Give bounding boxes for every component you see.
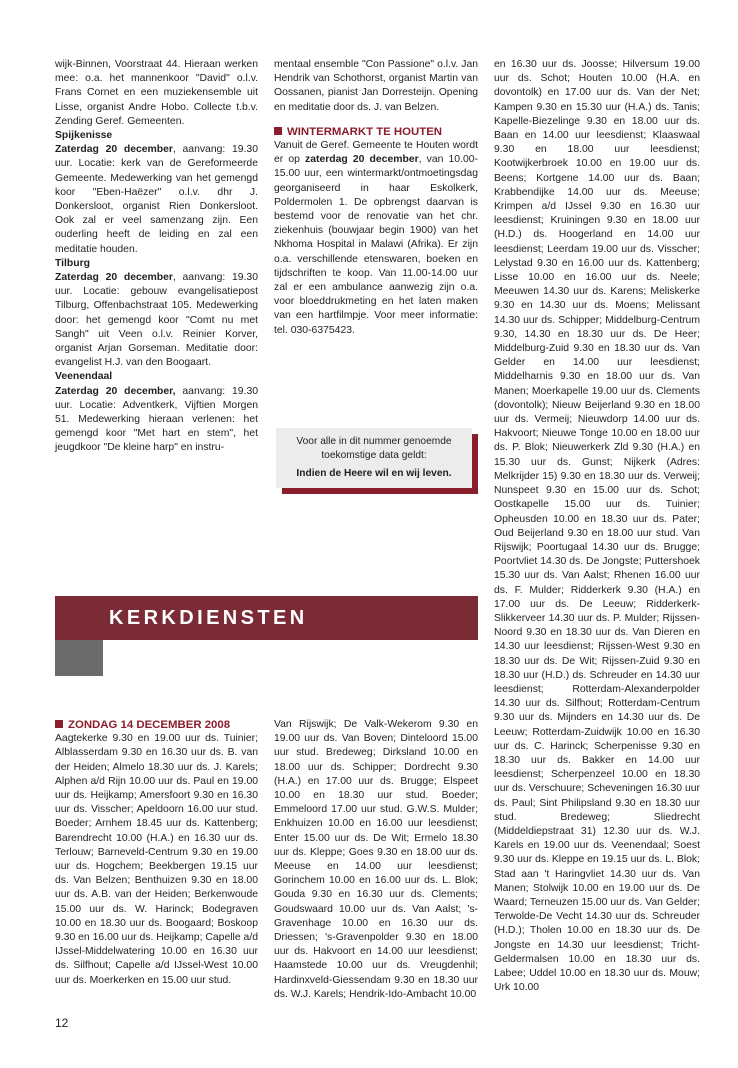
page-number: 12 <box>55 1016 69 1030</box>
event-place: Veenendaal <box>55 371 113 383</box>
wintermarkt-paragraph <box>274 139 478 338</box>
square-bullet-icon <box>55 720 63 728</box>
intro-paragraph: wijk-Binnen, Voorstraat 44. Hieraan werken mee: o.a. het mannenkoor "David" o.l.v. Frans Cornet en een muziekensemble uit Lisse, organist Andre Hobo. Collecte t.b.v. Zending Geref. Gemeenten. <box>55 59 258 127</box>
banner-gray-square <box>55 640 103 676</box>
event-place: Tilburg <box>55 257 91 269</box>
sunday-heading <box>55 718 258 732</box>
services-list-1: Aagtekerke 9.30 en 19.00 uur ds. Tuinier; Alblasserdam 9.30 en 16.30 uur ds. B. van der Heiden; Almelo 18.30 uur ds. J. Karels; Alphen a/d Rijn 10.00 uur ds. Paul en 19.00 uur ds. Heijkamp; Amersfoort 9.30 en 16.30 uur ds. Visscher; Apeldoorn 16.00 uur stud. Boeder; Arnhem 18.45 uur ds. Kattenberg; Barendrecht 10.00 (H.A.) en 16.30 uur ds. Terlouw; Barneveld-Centrum 9.30 en 19.00 uur ds. Hogchem; Beekbergen 19.15 uur ds. Van Belzen; Benthuizen 9.30 en 18.00 uur ds. A.B. van der Heiden; Berkenwoude 15.00 uur ds. W. Harinck; Bodegraven 10.00 en 18.30 uur ds. Boogaard; Boskoop 9.30 en 16.00 uur ds. Heijkamp; Capelle a/d IJssel-Middelwatering 10.00 en 16.30 uur ds. Silfhout; Capelle a/d IJssel-West 10.00 uur ds. Moerkerken en 15.00 uur stud. <box>55 733 258 986</box>
column-2 <box>274 58 478 338</box>
box-shadow-bottom <box>282 488 478 494</box>
event-tilburg <box>55 257 258 371</box>
notice-line-2: Indien de Heere wil en wij leven. <box>296 468 452 479</box>
column-1 <box>55 58 258 456</box>
event-text: , aanvang: 19.30 uur. Locatie: gebouw evangelisatiepost Tilburg, Offenbachstraat 105. Medewerking door: het gemengd koor "Comt nu met Sangh" uit Veen o.l.v. Reinier Korver, organist Arjan Gorseman. Meditatie door: evangelist H.J. van den Boogaart. <box>55 272 258 369</box>
event-date: Zaterdag 20 december <box>55 272 173 284</box>
wintermarkt-pre: Vanuit de Geref. Gemeente te Houten wordt er op <box>274 140 478 166</box>
section-title: KERKDIENSTEN <box>109 607 308 629</box>
event-date: Zaterdag 20 december <box>55 144 173 156</box>
notice-box <box>276 428 472 488</box>
event-date: Zaterdag 20 december, <box>55 385 176 397</box>
notice-line-1: Voor alle in dit nummer genoemde toekomstige data geldt: <box>296 436 452 461</box>
services-continued-2: en 16.30 uur ds. Joosse; Hilversum 19.00 uur ds. Schot; Houten 10.00 (H.A. en dovontolk) en 17.00 uur ds. Van der Net; Kampen 9.30 en 15.30 uur (H.A.) ds. Tanis; Kapelle-Biezelinge 9.30 en 18.00 uur ds. Baan en 14.00 uur leesdienst; Klaaswaal 9.30 en 18.00 uur leesdienst; Kootwijkerbroek 10.00 en 19.00 uur ds. Beens; Kortgene 14.00 uur ds. Baan; Krabbendijke 14.00 uur ds. Meeuse; Krimpen a/d IJssel 9.30 en 16.30 uur leesdienst; Kruiningen 9.30 en 18.00 uur (H.D.) ds. Hoogerland en 14.00 uur leesdienst; Leerdam 19.00 uur ds. Visscher; Lelystad 9.30 en 16.00 uur ds. Kattenberg; Lisse 10.00 en 16.00 uur ds. Neele; Meeuwen 14.30 uur ds. Karens; Meliskerke 9.30 en 14.30 uur ds. Moens; Melissant 14.30 uur ds. Schipper; Middelburg-Centrum 9.30, 14.30 en 18.30 uur ds. De Heer; Middelburg-Zuid 9.30 en 18.30 uur ds. Van Gelder en 14.00 uur leesdienst; Middelharnis 9.30 en 18.00 uur ds. Van Manen; Moerkapelle 19.00 uur ds. Clements (dovontolk); Nieuw Beijerland 9.30 en 18.00 uur ds. Vermeij; Nieuwdorp 14.00 uur ds. Hakvoort; Nieuwe Tonge 10.00 en 18.00 uur ds. P. Blok; Nieuwerkerk Zld 9.30 (H.A.) en 15.30 uur ds. Gunst; Nijkerk (Adres: Melkrijder 15) 9.30 en 18.30 uur ds. Verweij; Nunspeet 9.30 en 15.00 uur ds. Schot; Oostkapelle 15.00 uur ds. Tuinier; Opheusden 10.00 en 18.30 uur ds. Pater; Oud Beijerland 9.30 en 18.00 uur stud. Van Rijswijk; Poortugaal 14.30 uur ds. Brugge; Poortvliet 14.30 ds. De Jongste; Puttershoek 15.30 uur ds. Van Aalst; Rhenen 16.00 uur ds. F. Mulder; Ridderkerk 9.30 (H.A.) en 17.00 uur ds. De Leeuw; Ridderkerk-Slikkerveer 14.30 uur ds. P. Mulder; Rijssen-Noord 9.30 en 18.30 uur ds. Van Dieren en 14.30 uur leesdienst; Rijssen-West 9.30 en 18.30 uur ds. De Wit; Rijssen-Zuid 9.30 en 18.30 uur (H.D.) ds. Schreuder en 14.30 uur leesdienst; Rotterdam-Alexanderpolder 14.30 uur ds. Silfhout; Rotterdam-Centrum 9.30 uur ds. Mijnders en 14.30 uur ds. De Leeuw; Rotterdam-Zuidwijk 10.00 en 16.30 uur ds. C. Harinck; Scherpenisse 9.30 en 18.30 uur ds. Bakker en 14.00 uur leesdienst; Scherpenzeel 10.00 en 18.30 uur ds. Verschuure; Scheveningen 16.30 uur ds. Paul; Sint Philipsland 9.30 en 18.30 uur stud. Bredeweg; Sliedrecht (Middeldiepstraat 31) 12.30 uur ds. W.J. Karels en 19.00 uur ds. Veenendaal; Soest 9.30 uur ds. Kleppe en 19.15 uur ds. L. Blok; Stad aan 't Haringvliet 14.30 uur ds. Van Manen; Stolwijk 10.00 en 19.00 uur ds. De Waard; Terneuzen 15.00 uur ds. Van Gelder; Terwolde-De Vecht 14.30 uur ds. Schreuder (H.D.); Tholen 10.00 en 18.30 uur ds. De Jongste en 14.30 uur leesdienst; Tricht-Geldermalsen 10.00 en 18.30 uur ds. Labee; Uddel 10.00 en 18.30 uur ds. Mouw; Urk 10.00 <box>494 59 700 994</box>
square-bullet-icon <box>274 127 282 135</box>
sunday-heading-text: ZONDAG 14 DECEMBER 2008 <box>68 719 231 731</box>
event-text: , aanvang: 19.30 uur. Locatie: kerk van de Gereformeerde Gemeente. Medewerking van het gemengd koor "Eben-Haëzer" o.l.v. dhr J. Donkersloot, organist Rien Donkersloot. Ook zal er veel samenzang zijn. Een ouderling heeft de leiding en zal een meditatie houden. <box>55 144 258 255</box>
event-veenendaal <box>55 370 258 455</box>
box-shadow-right <box>472 434 478 494</box>
wintermarkt-heading <box>274 125 478 139</box>
event-spijkenisse <box>55 129 258 257</box>
wintermarkt-heading-text: WINTERMARKT TE HOUTEN <box>287 125 443 138</box>
column-3 <box>494 58 700 995</box>
wintermarkt-date: zaterdag 20 december <box>305 154 419 166</box>
services-list-2: Van Rijswijk; De Valk-Wekerom 9.30 en 19.00 uur ds. Van Boven; Dinteloord 15.00 uur stud. Bredeweg; Dirksland 10.00 en 18.00 uur ds. Schipper; Dordrecht 9.30 (H.A.) en 17.00 uur ds. Brugge; Elspeet 10.00 en 18.30 uur stud. Boeder; Emmeloord 17.00 uur stud. G.W.S. Mulder; Enkhuizen 10.00 en 16.00 uur leesdienst; Enter 15.00 uur ds. De Wit; Ermelo 18.30 uur ds. Kleppe; Goes 9.30 en 18.00 uur ds. Meeuse en 14.00 uur leesdienst; Gorinchem 10.00 en 16.00 uur ds. L. Blok; Gouda 9.30 en 16.30 uur ds. Clements; Goudswaard 10.00 uur ds. Van Aalst; 's-Gravenhage 10.00 en 16.30 uur ds. Driessen; 's-Gravenpolder 9.30 en 18.00 uur ds. Hakvoort en 14.00 uur leesdienst; Haamstede 10.00 uur ds. Vreugdenhil; Hardinxveld-Giessendam 9.30 en 18.30 uur ds. W.J. Karels; Hendrik-Ido-Ambacht 10.00 <box>274 719 478 1000</box>
event-place: Spijkenisse <box>55 130 113 142</box>
event-text: aanvang: 19.30 uur. Locatie: Adventkerk, Vijftien Morgen 51. Medewerking hieraan verlenen: het gemengd koor "Met hart en stem", het jeugdkoor "De kleine harp" en instru- <box>55 385 258 454</box>
continuation-paragraph: mentaal ensemble "Con Passione" o.l.v. Jan Hendrik van Schothorst, organist Martin van Oossanen, pianist Jan Dorresteijn. Opening en meditatie door ds. J. van Belzen. <box>274 59 478 113</box>
wintermarkt-post: , van 10.00-15.00 uur, een wintermarkt/ontmoetingsdag georganiseerd in haar Eskolkerk, Poldermolen 1. De opbrengst daarvan is bestemd voor de renovatie van het chr. ziekenhuis (bouwjaar begin 1900) van het Nkhoma Hospital in Malawi (Afrika). Er zijn o.a. verschillende etenswaren, boeken en tijdschriften te koop. Van 11.00-14.00 uur zal er een ambulance aanwezig zijn o.a. voor bloeddrukmeting en het laten maken van een hartfilmpje. Voor meer informatie: tel. 030-6375423. <box>274 154 478 336</box>
services-column-1 <box>55 718 258 988</box>
services-column-2 <box>274 718 478 1002</box>
